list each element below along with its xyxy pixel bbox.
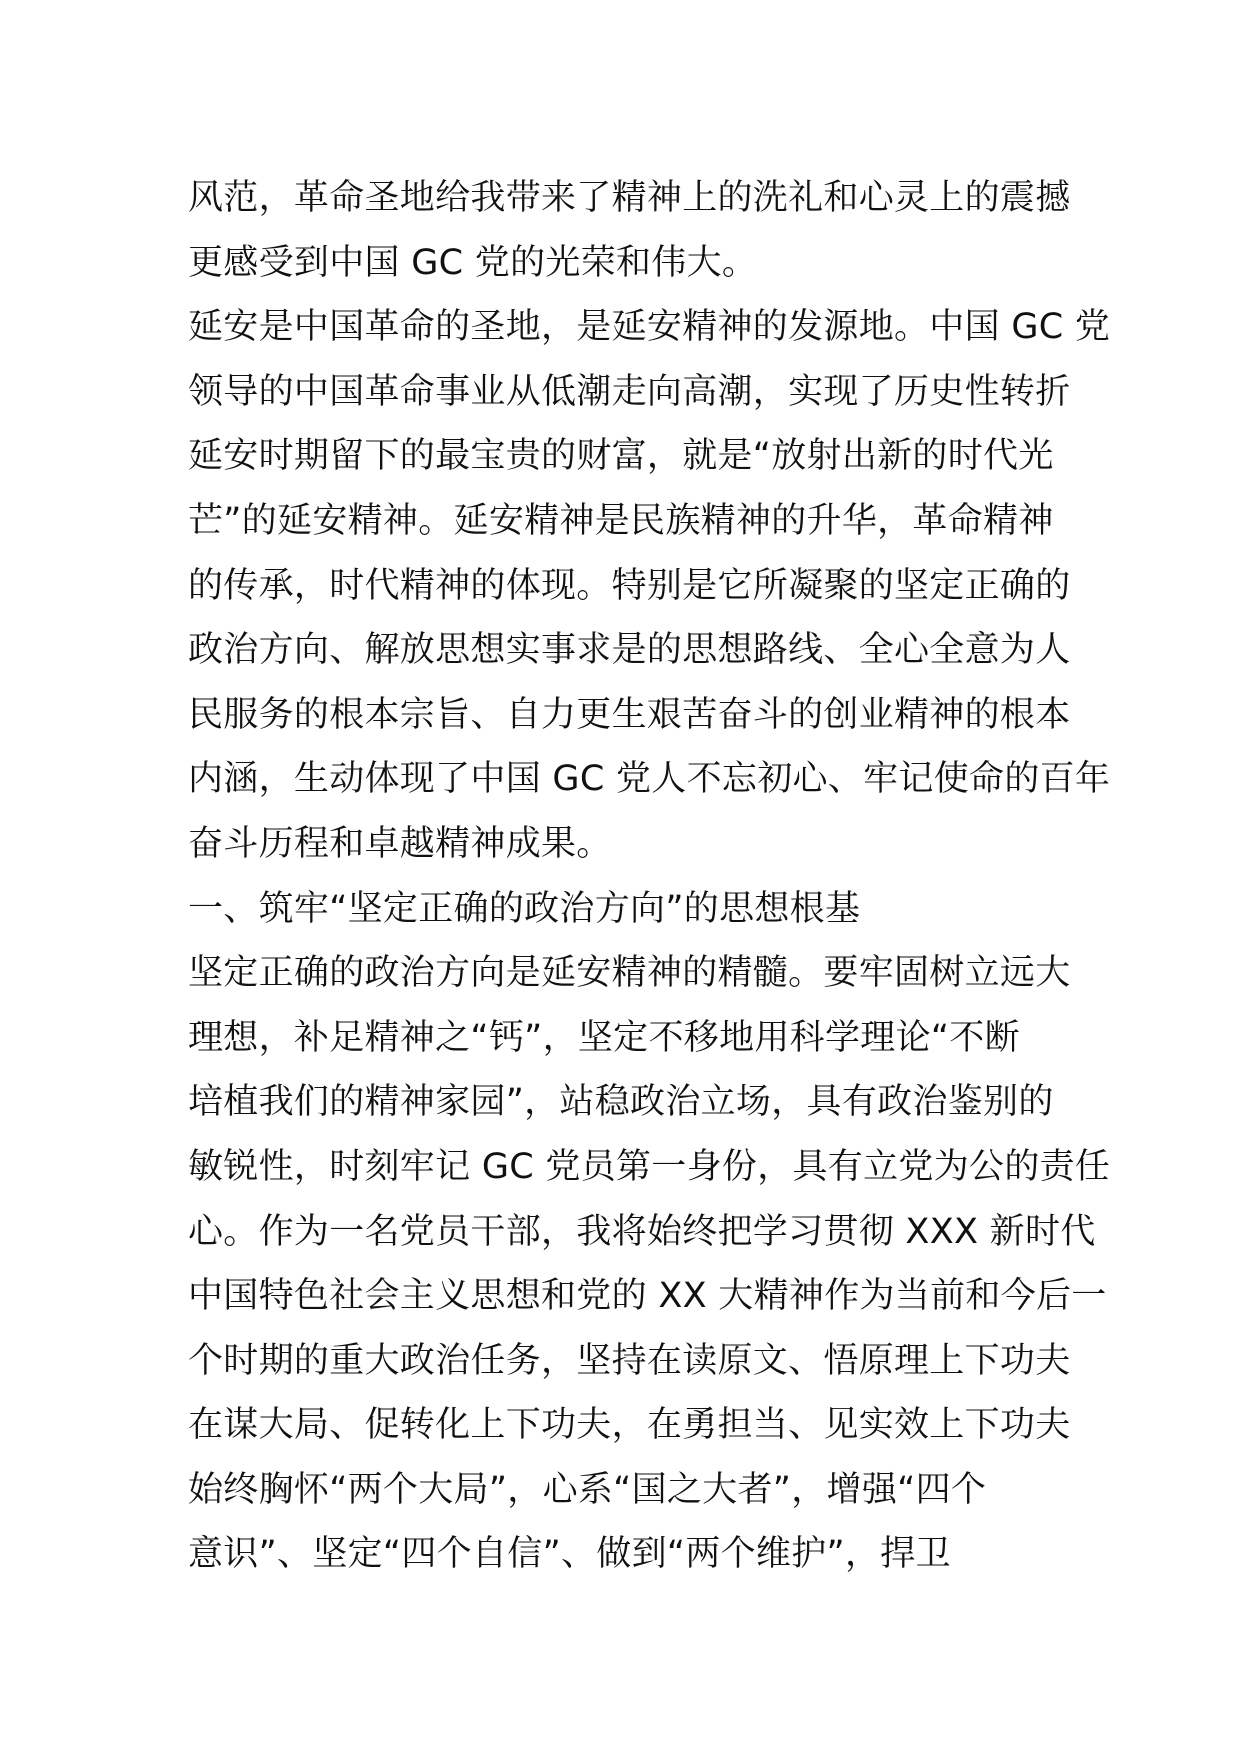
text-line: 民服务的根本宗旨、自力更生艰苦奋斗的创业精神的根本 [188, 694, 1071, 735]
document-body [188, 166, 1111, 1587]
text-line: 芒”的延安精神。延安精神是民族精神的升华，革命精神 [188, 500, 1054, 541]
section-heading: 一、筑牢“坚定正确的政治方向”的思想根基 [188, 888, 861, 929]
text-line: 中国特色社会主义思想和党的 XX 大精神作为当前和今后一 [188, 1276, 1107, 1317]
text-line: 延安时期留下的最宝贵的财富，就是“放射出新的时代光 [188, 436, 1054, 477]
text-line: 培植我们的精神家园”，站稳政治立场，具有政治鉴别的 [188, 1082, 1054, 1123]
text-line: 风范，革命圣地给我带来了精神上的洗礼和心灵上的震撼 [188, 178, 1071, 218]
text-line: 坚定正确的政治方向是延安精神的精髓。要牢固树立远大 [188, 953, 1071, 994]
text-line: 政治方向、解放思想实事求是的思想路线、全心全意为人 [188, 630, 1071, 671]
text-line: 延安是中国革命的圣地，是延安精神的发源地。中国 GC 党 [188, 307, 1111, 348]
text-line: 领导的中国革命事业从低潮走向高潮，实现了历史性转折 [188, 371, 1071, 412]
text-line: 意识”、坚定“四个自信”、做到“两个维护”，捍卫 [188, 1534, 951, 1575]
text-line: 个时期的重大政治任务，坚持在读原文、悟原理上下功夫 [188, 1340, 1071, 1381]
text-line: 理想，补足精神之“钙”，坚定不移地用科学理论“不断 [188, 1017, 1020, 1058]
text-line: 在谋大局、促转化上下功夫，在勇担当、见实效上下功夫 [188, 1405, 1071, 1446]
text-line: 的传承，时代精神的体现。特别是它所凝聚的坚定正确的 [188, 565, 1071, 606]
text-line: 心。作为一名党员干部，我将始终把学习贯彻 XXX 新时代 [188, 1211, 1096, 1252]
text-line: 始终胸怀“两个大局”，心系“国之大者”，增强“四个 [188, 1469, 987, 1510]
text-line: 更感受到中国 GC 党的光荣和伟大。 [188, 242, 758, 283]
text-line: 奋斗历程和卓越精神成果。 [188, 823, 612, 864]
text-line: 内涵，生动体现了中国 GC 党人不忘初心、牢记使命的百年 [188, 759, 1111, 800]
text-line: 敏锐性，时刻牢记 GC 党员第一身份，具有立党为公的责任 [188, 1146, 1111, 1187]
